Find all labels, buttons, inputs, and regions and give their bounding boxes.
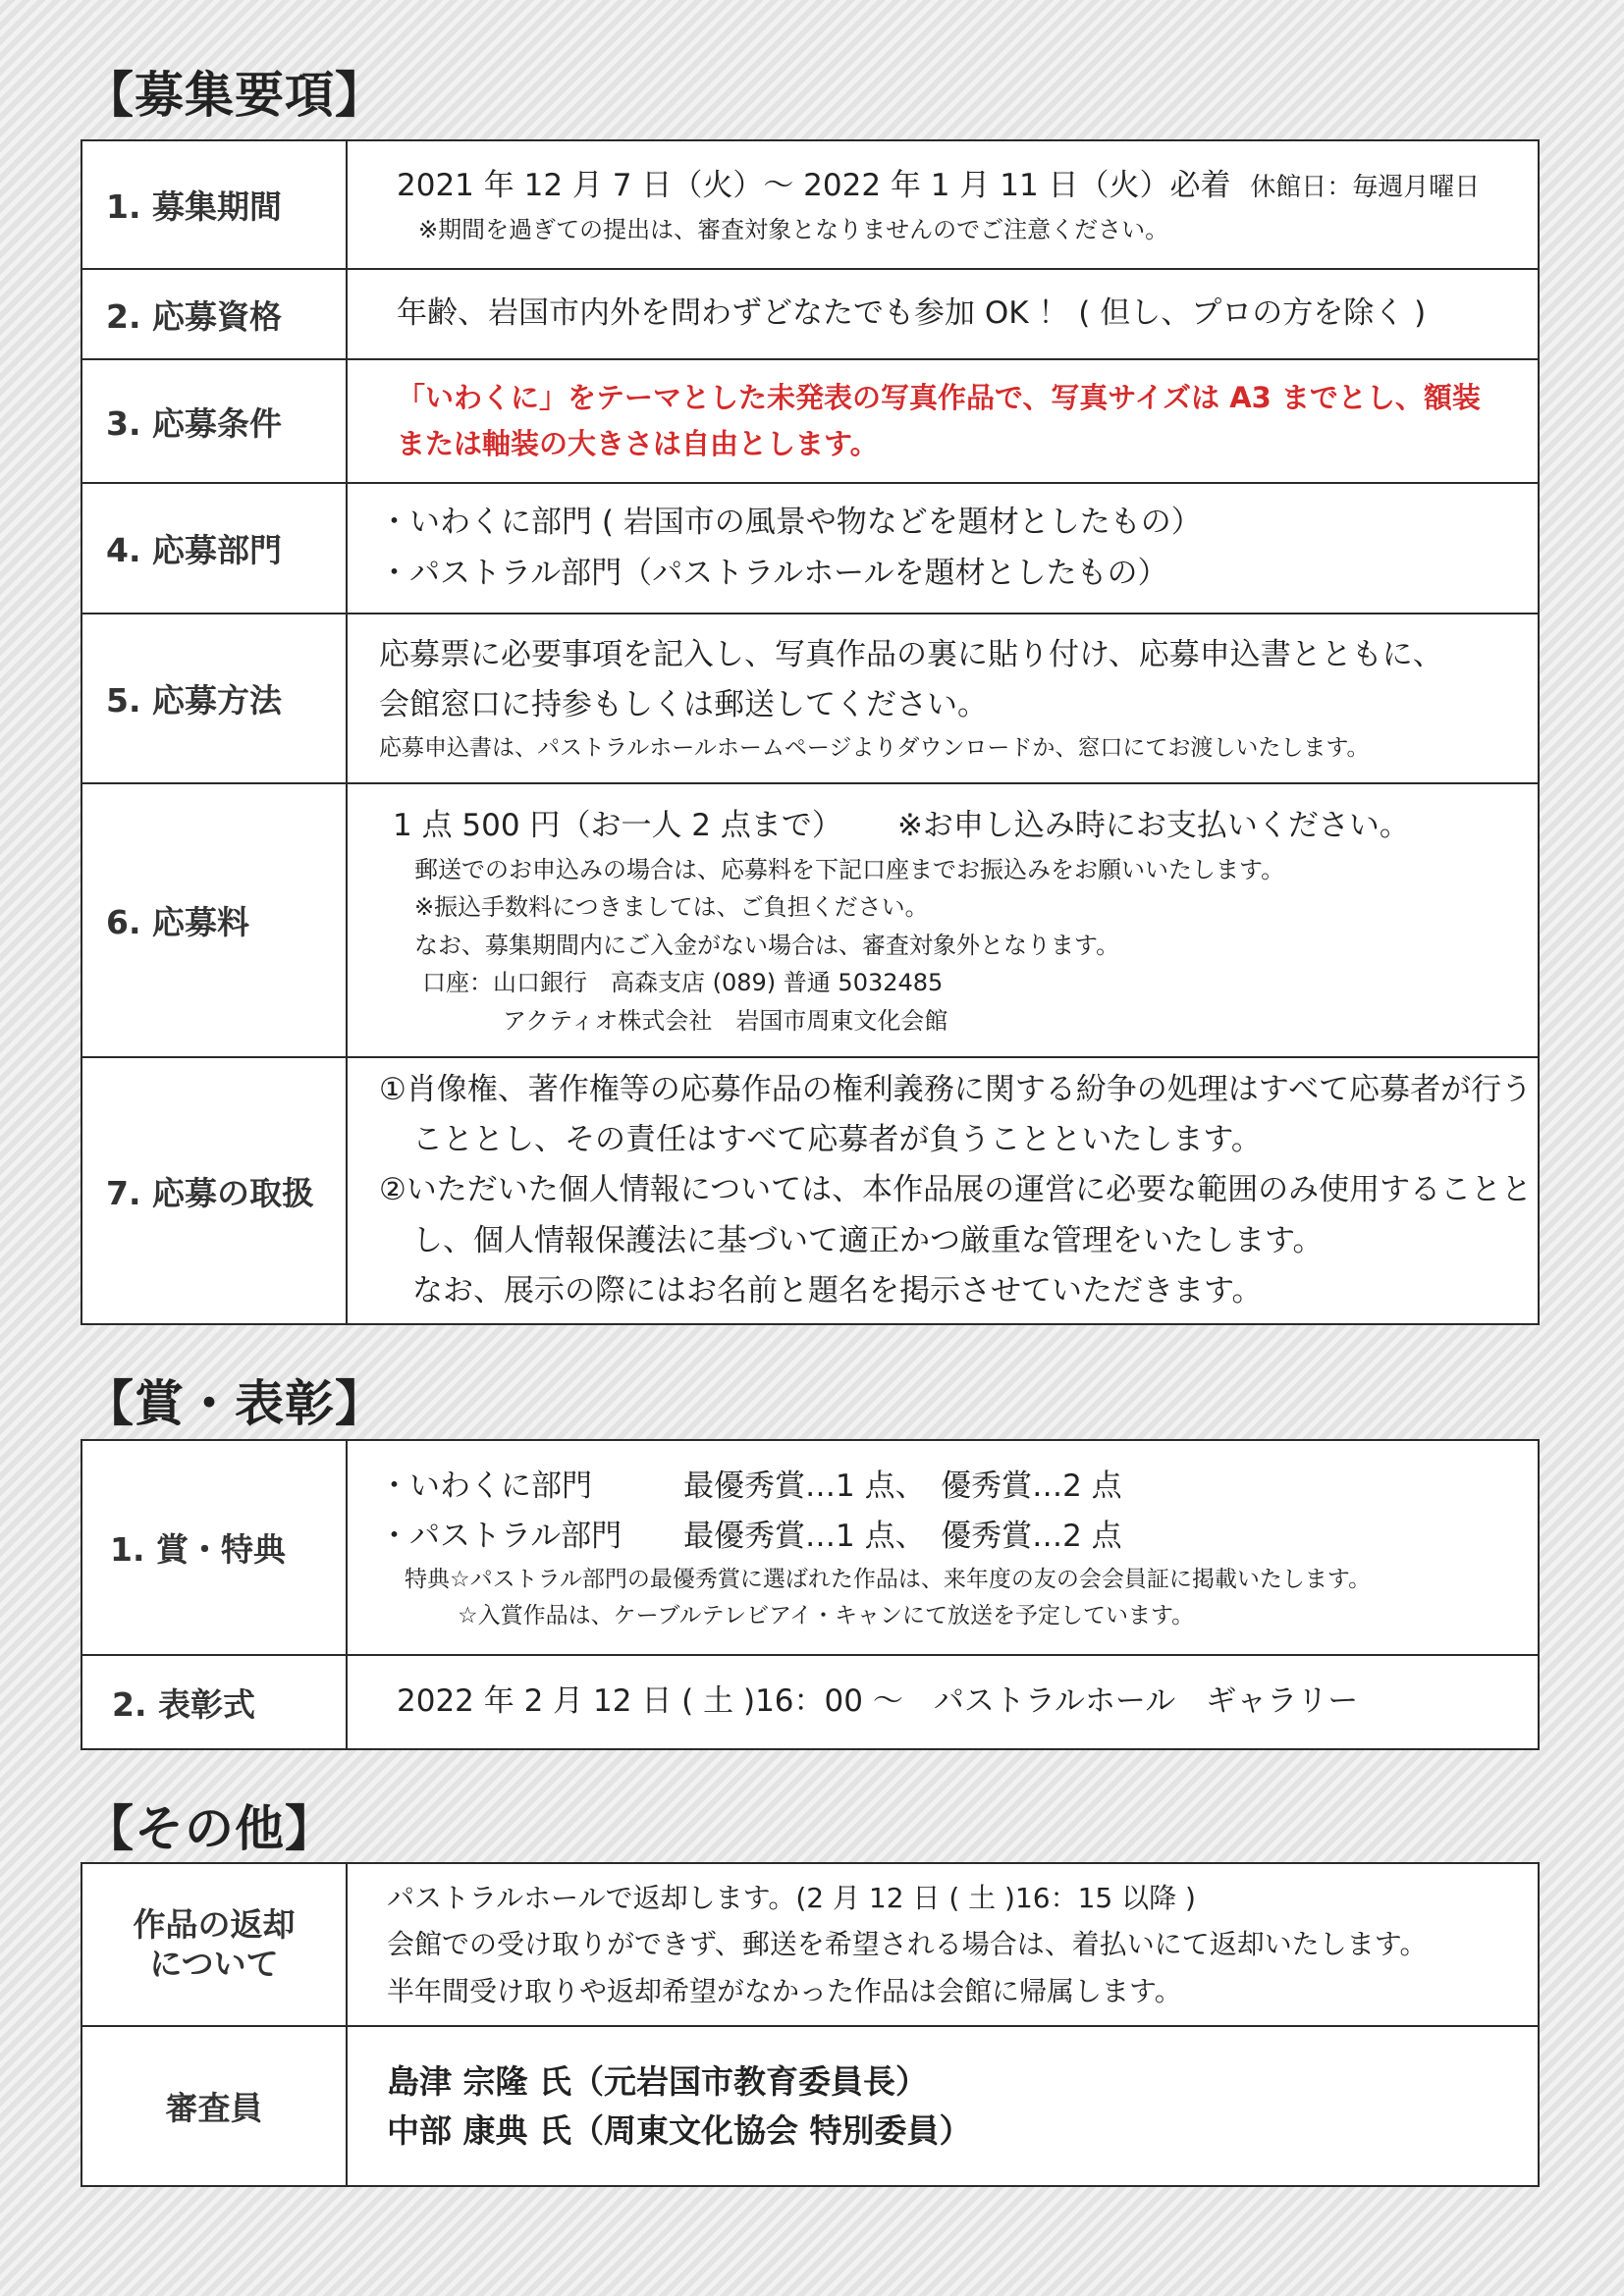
section-title-sho: 【賞・表彰】 bbox=[84, 1375, 385, 1432]
iwakuni-prize: 最優秀賞…1 点、 優秀賞…2 点 bbox=[683, 1468, 1122, 1504]
row-period bbox=[81, 140, 1539, 269]
return-line1: パストラルホールで返却します。(2 月 12 日 ( 土 )16：15 以降 ) bbox=[387, 1881, 1196, 1914]
handling-line3: ②いただいた個人情報については、本作品展の運営に必要な範囲のみ使用することと bbox=[379, 1172, 1533, 1208]
row-value bbox=[347, 1655, 1539, 1749]
return-line2: 会館での受け取りができず、郵送を希望される場合は、着払いにて返却いたします。 bbox=[387, 1928, 1428, 1961]
fee-line1: 郵送でのお申込みの場合は、応募料を下記口座までお振込みをお願いいたします。 bbox=[414, 856, 1285, 884]
row-ceremony bbox=[81, 1655, 1539, 1749]
return-line3: 半年間受け取りや返却希望がなかった作品は会館に帰属します。 bbox=[387, 1974, 1182, 2007]
handling-line1: ①肖像権、著作権等の応募作品の権利義務に関する紛争の処理はすべて応募者が行う bbox=[379, 1072, 1533, 1108]
row-judges bbox=[81, 2026, 1539, 2186]
fee-line2: ※振込手数料につきましては、ご負担ください。 bbox=[414, 893, 929, 922]
iwakuni-dept: ・いわくに部門 bbox=[379, 1468, 592, 1504]
qualification-text: 年齢、岩国市内外を問わずどなたでも参加 OK ！ ( 但し、プロの方を除く ) bbox=[397, 295, 1427, 332]
period-note: ※期間を過ぎての提出は、審査対象となりませんのでご注意ください。 bbox=[418, 215, 1169, 243]
row-label bbox=[81, 1863, 347, 2026]
row-label: 7. 応募の取扱 bbox=[81, 1057, 347, 1324]
holiday: 休館日：毎週月曜日 bbox=[1250, 172, 1481, 202]
row-prizes bbox=[81, 1440, 1539, 1655]
row-label: 1. 募集期間 bbox=[81, 140, 347, 269]
bosyu-table bbox=[81, 139, 1540, 1325]
row-value bbox=[347, 2026, 1539, 2186]
method-note: 応募申込書は、パストラルホールホームページよりダウンロードか、窓口にてお渡しいたします。 bbox=[379, 735, 1370, 762]
judge1: 島津 宗隆 氏（元岩国市教育委員長） bbox=[387, 2062, 928, 2101]
handling-line2: こととし、その責任はすべて応募者が負うことといたします。 bbox=[412, 1122, 1262, 1158]
row-label: 審査員 bbox=[81, 2026, 347, 2186]
row-label: 5. 応募方法 bbox=[81, 614, 347, 783]
pastoral-dept: ・パストラル部門 bbox=[379, 1518, 623, 1554]
fee-account2: アクティオ株式会社 岩国市周東文化会館 bbox=[503, 1006, 948, 1035]
ceremony-text: 2022 年 2 月 12 日 ( 土 )16：00 ～ パストラルホール ギャラリー bbox=[397, 1683, 1359, 1720]
category-line2: ・パストラル部門（パストラルホールを題材としたもの） bbox=[379, 555, 1168, 591]
row-label: 4. 応募部門 bbox=[81, 483, 347, 614]
fee-line3: なお、募集期間内にご入金がない場合は、審査対象外となります。 bbox=[414, 931, 1120, 959]
conditions-line2: または軸装の大きさは自由とします。 bbox=[397, 427, 879, 460]
handling-line5: なお、展示の際にはお名前と題名を掲示させていただきます。 bbox=[412, 1272, 1263, 1308]
return-label1: 作品の返却 bbox=[133, 1905, 296, 1945]
row-value bbox=[347, 1440, 1539, 1655]
fee-main-note: ※お申し込み時にお支払いください。 bbox=[896, 807, 1410, 843]
row-value bbox=[347, 269, 1539, 359]
row-return bbox=[81, 1863, 1539, 2026]
row-value bbox=[347, 1057, 1539, 1324]
section-title-bosyu: 【募集要項】 bbox=[84, 67, 385, 124]
row-label: 6. 応募料 bbox=[81, 783, 347, 1057]
section-title-sonota: 【その他】 bbox=[84, 1800, 335, 1857]
row-value bbox=[347, 783, 1539, 1057]
prizes-note2: ☆入賞作品は、ケーブルテレビアイ・キャンにて放送を予定しています。 bbox=[458, 1602, 1195, 1629]
row-fee bbox=[81, 783, 1539, 1057]
sho-table bbox=[81, 1439, 1540, 1750]
row-qualification bbox=[81, 269, 1539, 359]
fee-main: 1 点 500 円（お一人 2 点まで） bbox=[393, 807, 842, 843]
row-label: 2. 応募資格 bbox=[81, 269, 347, 359]
pastoral-prize: 最優秀賞…1 点、 優秀賞…2 点 bbox=[683, 1518, 1122, 1554]
row-value bbox=[347, 483, 1539, 614]
row-label: 1. 賞・特典 bbox=[81, 1440, 347, 1655]
judge2: 中部 康典 氏（周東文化協会 特別委員） bbox=[387, 2110, 972, 2150]
return-label2: について bbox=[149, 1945, 279, 1983]
handling-line4: し、個人情報保護法に基づいて適正かつ厳重な管理をいたします。 bbox=[412, 1222, 1324, 1258]
method-line1: 応募票に必要事項を記入し、写真作品の裏に貼り付け、応募申込書とともに、 bbox=[379, 636, 1443, 672]
period-main: 2021 年 12 月 7 日（火）～ 2022 年 1 月 11 日（火）必着 bbox=[397, 167, 1231, 203]
row-label: 2. 表彰式 bbox=[81, 1655, 347, 1749]
conditions-line1: 「いわくに」をテーマとした未発表の写真作品で、写真サイズは A3 までとし、額装 bbox=[397, 381, 1481, 415]
row-value bbox=[347, 1863, 1539, 2026]
row-handling bbox=[81, 1057, 1539, 1324]
row-value bbox=[347, 359, 1539, 483]
row-method bbox=[81, 614, 1539, 783]
row-category bbox=[81, 483, 1539, 614]
row-value bbox=[347, 614, 1539, 783]
fee-account1: 口座：山口銀行 高森支店 (089) 普通 5032485 bbox=[422, 969, 944, 997]
prizes-note1: 特典☆パストラル部門の最優秀賞に選ばれた作品は、来年度の友の会会員証に掲載いたします。 bbox=[405, 1566, 1372, 1592]
method-line2: 会館窓口に持参もしくは郵送してください。 bbox=[379, 687, 988, 723]
category-line1: ・いわくに部門 ( 岩国市の風景や物などを題材としたもの） bbox=[379, 505, 1202, 541]
row-value bbox=[347, 140, 1539, 269]
row-label: 3. 応募条件 bbox=[81, 359, 347, 483]
sonota-table bbox=[81, 1862, 1540, 2187]
row-conditions bbox=[81, 359, 1539, 483]
